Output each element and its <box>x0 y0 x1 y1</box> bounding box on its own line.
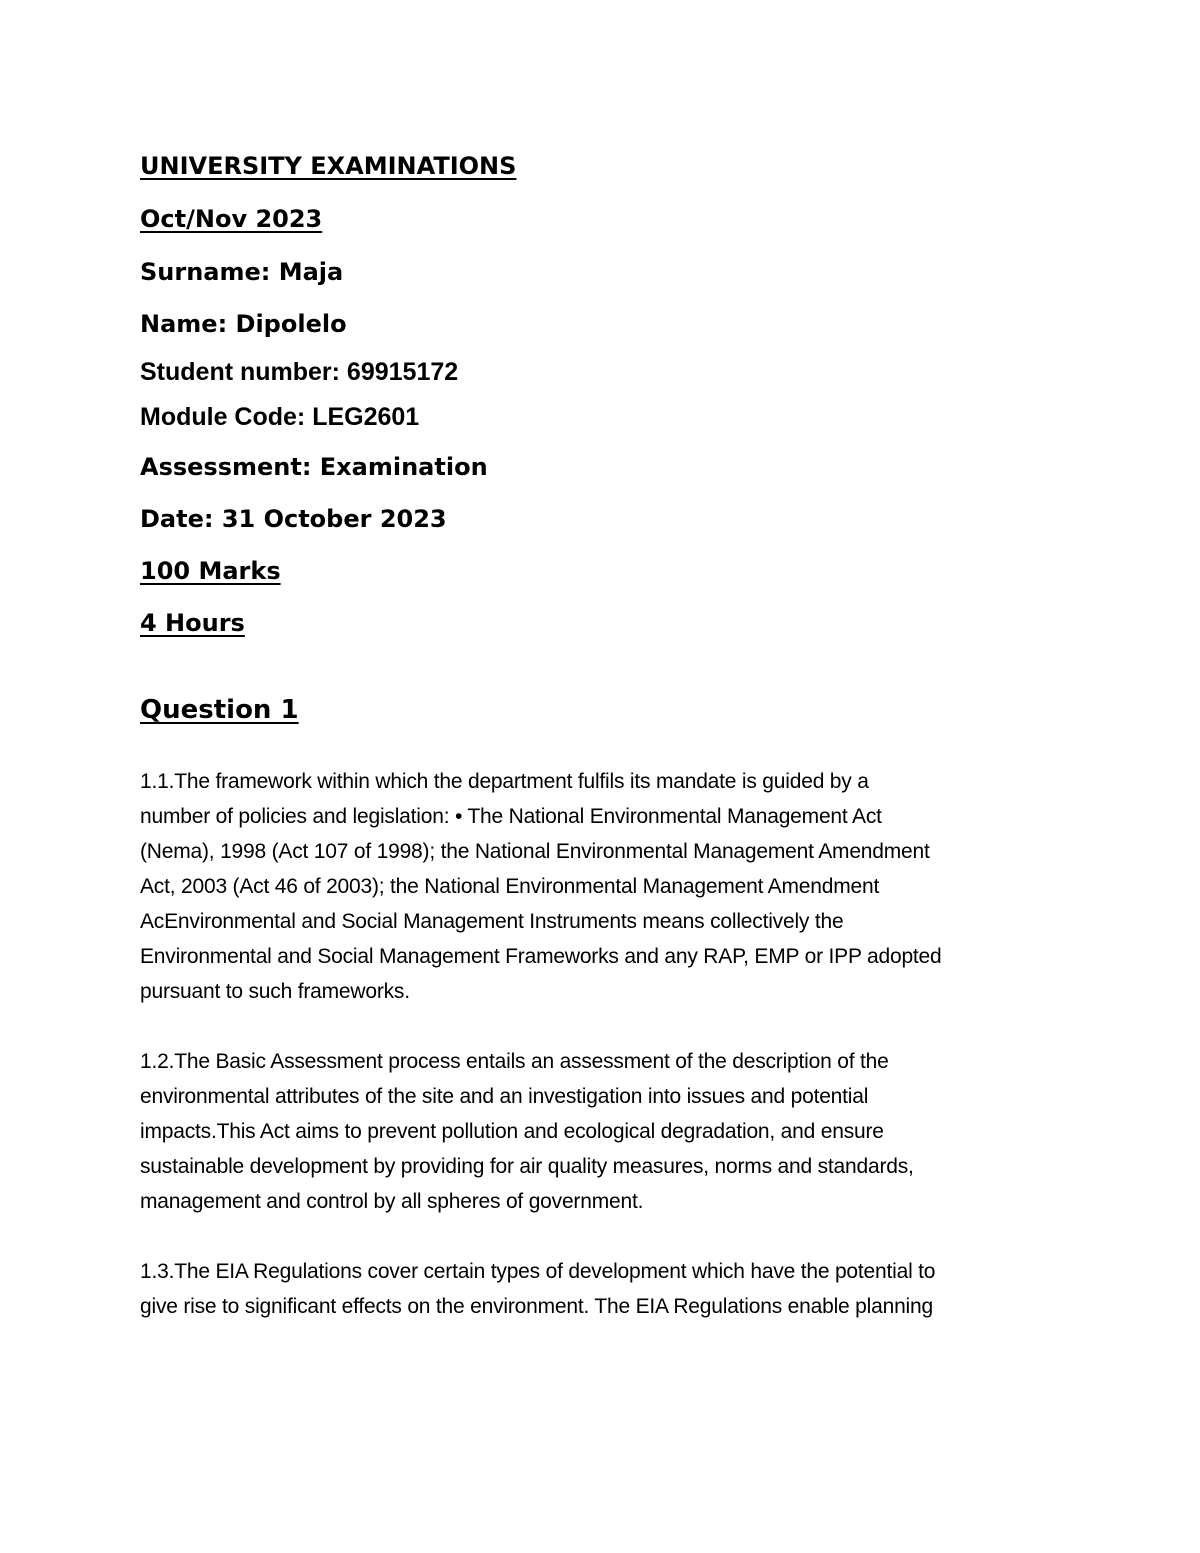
paragraph-line: 1.2.The Basic Assessment process entails an assessment of the description of the <box>140 1050 889 1073</box>
paragraph-line: management and control by all spheres of government. <box>140 1190 644 1213</box>
name-field: Name: Dipolelo <box>140 310 347 338</box>
exam-session: Oct/Nov 2023 <box>140 205 323 233</box>
paragraph-line: (Nema), 1998 (Act 107 of 1998); the National Environmental Management Amendment <box>140 840 930 863</box>
module-code-field: Module Code: LEG2601 <box>140 403 420 431</box>
paragraph-line: 1.3.The EIA Regulations cover certain types of development which have the potential to <box>140 1260 936 1283</box>
surname-field: Surname: Maja <box>140 258 344 286</box>
hours-field: 4 Hours <box>140 609 245 637</box>
paragraph-1-3 <box>140 1254 1055 1324</box>
paragraph-1-2 <box>140 1044 1055 1219</box>
assessment-field: Assessment: Examination <box>140 453 488 481</box>
paragraph-line: impacts.This Act aims to prevent pollution and ecological degradation, and ensure <box>140 1120 884 1143</box>
paragraph-line: 1.1.The framework within which the department fulfils its mandate is guided by a <box>140 770 869 793</box>
paragraph-line: Environmental and Social Management Frameworks and any RAP, EMP or IPP adopted <box>140 945 942 968</box>
question-title: Question 1 <box>140 695 299 725</box>
paragraph-line: AcEnvironmental and Social Management Instruments means collectively the <box>140 910 844 933</box>
paragraph-line: number of policies and legislation: • The National Environmental Management Act <box>140 805 882 828</box>
marks-field: 100 Marks <box>140 557 281 585</box>
paragraph-line: sustainable development by providing for air quality measures, norms and standards, <box>140 1155 914 1178</box>
paragraph-line: pursuant to such frameworks. <box>140 980 410 1003</box>
paragraph-line: environmental attributes of the site and an investigation into issues and potential <box>140 1085 869 1108</box>
paragraph-1-1 <box>140 764 1055 1009</box>
student-number-field: Student number: 69915172 <box>140 358 459 386</box>
date-field: Date: 31 October 2023 <box>140 505 447 533</box>
paragraph-line: give rise to significant effects on the environment. The EIA Regulations enable planning <box>140 1295 933 1318</box>
exam-title: UNIVERSITY EXAMINATIONS <box>140 152 517 180</box>
paragraph-line: Act, 2003 (Act 46 of 2003); the National Environmental Management Amendment <box>140 875 880 898</box>
